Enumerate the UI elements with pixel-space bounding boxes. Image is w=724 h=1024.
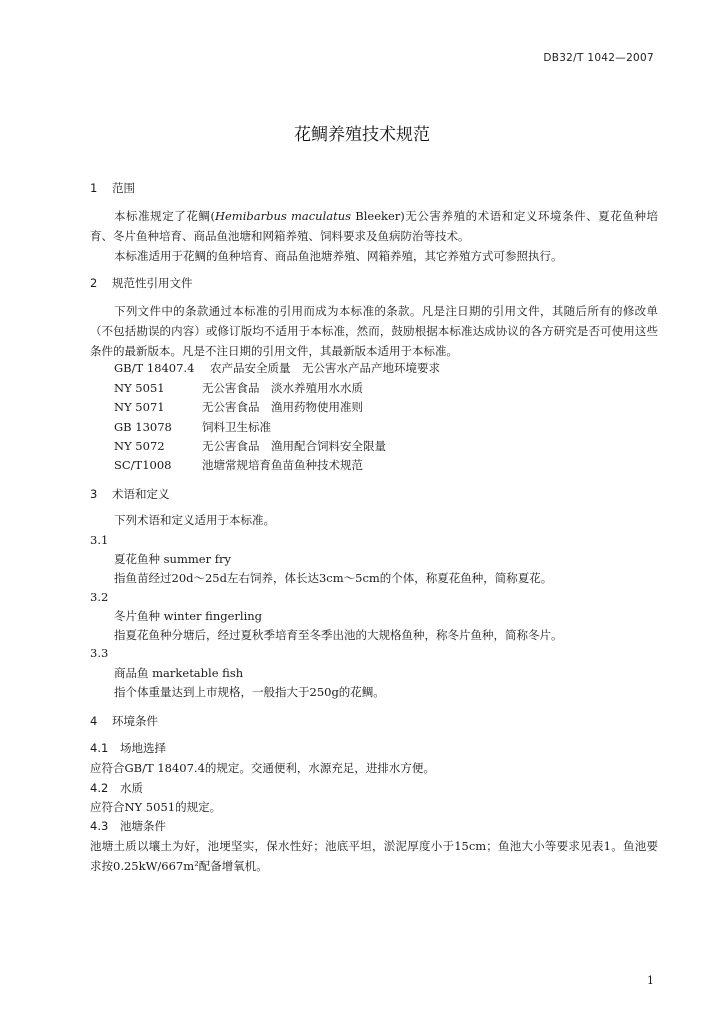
reference-title: 农产品安全质量 无公害水产品产地环境要求 [210, 361, 440, 375]
section-heading [90, 180, 135, 196]
paragraph: 池塘土质以壤土为好，池埂坚实，保水性好；池底平坦，淤泥厚度小于15cm；鱼池大小等要求见表1。鱼池要求按0.25kW/667m²配备增氧机。 [90, 839, 658, 873]
term-definition: 指鱼苗经过20d～25d左右饲养，体长达3cm～5cm的个体，称夏花鱼种，简称夏花。 [114, 571, 553, 585]
text-run: 本标准规定了花鲷( [114, 209, 215, 223]
reference-item [114, 419, 271, 435]
term-number: 3.3 [90, 646, 109, 660]
paragraph [90, 206, 658, 246]
subsection-title: 池塘条件 [120, 819, 166, 833]
section-title: 环境条件 [112, 714, 158, 728]
subsection-number: 4.3 [90, 819, 109, 833]
term-name: 夏花鱼种 summer fry [114, 552, 231, 566]
term-number: 3.1 [90, 533, 109, 547]
reference-item [114, 438, 386, 454]
reference-code: GB/T 18407.4 [114, 361, 195, 375]
section-number: 4 [90, 714, 98, 728]
reference-title: 无公害食品 渔用药物使用准则 [202, 400, 363, 414]
section-number: 2 [90, 276, 98, 290]
section-heading [90, 275, 193, 291]
standard-number: DB32/T 1042—2007 [543, 52, 654, 64]
reference-item [114, 380, 363, 396]
reference-item [114, 457, 363, 473]
paragraph: 应符合NY 5051的规定。 [90, 800, 222, 814]
paragraph: 下列术语和定义适用于本标准。 [114, 513, 275, 527]
paragraph: 本标准适用于花鲷的鱼种培育、商品鱼池塘养殖、网箱养殖，其它养殖方式可参照执行。 [114, 249, 563, 263]
subsection-number: 4.1 [90, 741, 109, 755]
paragraph: 应符合GB/T 18407.4的规定。交通便利，水源充足，进排水方便。 [90, 761, 435, 775]
subsection-heading [90, 780, 143, 796]
section-heading [90, 486, 170, 502]
reference-code: SC/T1008 [114, 458, 172, 472]
reference-code: NY 5072 [114, 439, 165, 453]
reference-code: GB 13078 [114, 420, 172, 434]
term-definition: 指夏花鱼种分塘后，经过夏秋季培育至冬季出池的大规格鱼种，称冬片鱼种，简称冬片。 [114, 628, 563, 642]
term-name: 冬片鱼种 winter fingerling [114, 609, 263, 623]
subsection-title: 场地选择 [120, 741, 166, 755]
section-number: 3 [90, 487, 98, 501]
subsection-heading [90, 818, 166, 834]
text-run: Bleeker)无公害养殖的术语和定义环境条件、夏花鱼种培育、冬片鱼种培育、商品鱼池塘和网箱养殖、饲料要求及鱼病防治等技术。 [90, 209, 659, 243]
subsection-heading [90, 740, 166, 756]
subsection-title: 水质 [120, 781, 143, 795]
page-number: 1 [647, 974, 654, 987]
section-title: 范围 [112, 181, 135, 195]
reference-title: 池塘常规培育鱼苗鱼种技术规范 [202, 458, 363, 472]
reference-code: NY 5051 [114, 381, 165, 395]
section-title: 术语和定义 [112, 487, 170, 501]
term-name: 商品鱼 marketable fish [114, 666, 244, 680]
subsection-number: 4.2 [90, 781, 109, 795]
paragraph: 下列文件中的条款通过本标准的引用而成为本标准的条款。凡是注日期的引用文件，其随后所有的修改单（不包括勘误的内容）或修订版均不适用于本标准，然而，鼓励根据本标准达成协议的各方研究是否可使用这些条件的最新版本。凡是不注日期的引用文件，其最新版本适用于本标准。 [90, 304, 658, 358]
reference-title: 饲料卫生标准 [202, 420, 271, 434]
term-number: 3.2 [90, 590, 109, 604]
reference-code: NY 5071 [114, 400, 165, 414]
term-definition: 指个体重量达到上市规格，一般指大于250g的花鲷。 [114, 685, 385, 699]
document-title: 花鲷养殖技术规范 [294, 125, 430, 145]
reference-title: 无公害食品 淡水养殖用水水质 [202, 381, 363, 395]
reference-title: 无公害食品 渔用配合饲料安全限量 [202, 439, 386, 453]
section-title: 规范性引用文件 [112, 276, 193, 290]
latin-name: Hemibarbus maculatus [214, 209, 352, 223]
reference-item [114, 360, 440, 376]
reference-item [114, 399, 363, 415]
section-number: 1 [90, 181, 98, 195]
section-heading [90, 713, 158, 729]
